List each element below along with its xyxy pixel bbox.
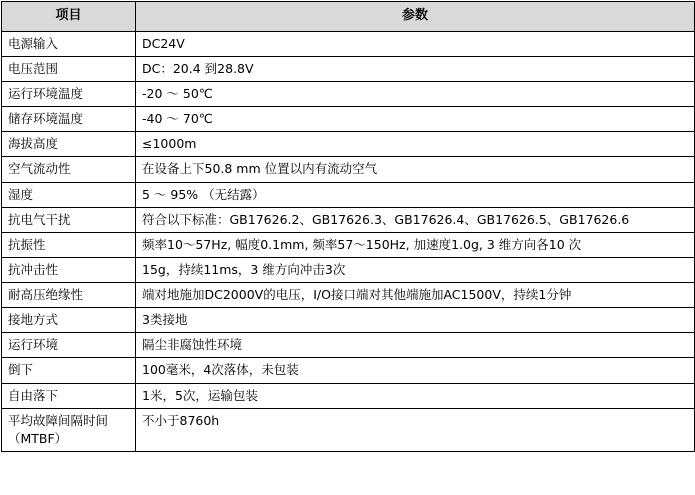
row-item-value: -20 ～ 50℃ <box>136 82 695 107</box>
row-item-value: 100毫米，4次落体，未包装 <box>136 358 695 383</box>
row-item-value: 端对地施加DC2000V的电压，I/O接口端对其他端施加AC1500V，持续1分钟 <box>136 283 695 308</box>
table-row <box>2 157 695 182</box>
table-row <box>2 308 695 333</box>
row-item-label: 海拔高度 <box>2 132 136 157</box>
row-item-value: 符合以下标准：GB17626.2、GB17626.3、GB17626.4、GB17626.5、GB17626.6 <box>136 207 695 232</box>
table-row <box>2 232 695 257</box>
column-header-item: 项目 <box>2 2 136 32</box>
row-item-label: 抗冲击性 <box>2 257 136 282</box>
row-item-label: 平均故障间隔时间（MTBF） <box>2 408 136 451</box>
table-row <box>2 383 695 408</box>
row-item-label: 自由落下 <box>2 383 136 408</box>
row-item-label: 空气流动性 <box>2 157 136 182</box>
row-item-value: 15g，持续11ms，3 维方向冲击3次 <box>136 257 695 282</box>
table-body <box>2 31 695 451</box>
table-row <box>2 283 695 308</box>
table-row <box>2 408 695 451</box>
table-row <box>2 182 695 207</box>
table-header <box>2 2 695 32</box>
table-row <box>2 132 695 157</box>
column-header-parameter: 参数 <box>136 2 695 32</box>
row-item-value: 1米，5次，运输包装 <box>136 383 695 408</box>
row-item-value: 5 ～ 95% （无结露） <box>136 182 695 207</box>
table-row <box>2 207 695 232</box>
row-item-value: 在设备上下50.8 mm 位置以内有流动空气 <box>136 157 695 182</box>
table-row <box>2 31 695 56</box>
row-item-label: 储存环境温度 <box>2 107 136 132</box>
table-row <box>2 82 695 107</box>
table-row <box>2 56 695 81</box>
row-item-label: 耐高压绝缘性 <box>2 283 136 308</box>
row-item-value: 3类接地 <box>136 308 695 333</box>
table-row <box>2 257 695 282</box>
row-item-value: -40 ～ 70℃ <box>136 107 695 132</box>
row-item-value: 不小于8760h <box>136 408 695 451</box>
row-item-value: 隔尘非腐蚀性环境 <box>136 333 695 358</box>
row-item-value: DC：20.4 到28.8V <box>136 56 695 81</box>
row-item-label: 电源输入 <box>2 31 136 56</box>
row-item-label: 电压范围 <box>2 56 136 81</box>
row-item-value: 频率10～57Hz, 幅度0.1mm, 频率57～150Hz, 加速度1.0g, 3 维方向各10 次 <box>136 232 695 257</box>
row-item-label: 运行环境温度 <box>2 82 136 107</box>
table-row <box>2 107 695 132</box>
table-header-row <box>2 2 695 32</box>
table-row <box>2 333 695 358</box>
row-item-label: 抗电气干扰 <box>2 207 136 232</box>
row-item-value: ≤1000m <box>136 132 695 157</box>
row-item-label: 抗振性 <box>2 232 136 257</box>
row-item-value: DC24V <box>136 31 695 56</box>
table-row <box>2 358 695 383</box>
row-item-label: 运行环境 <box>2 333 136 358</box>
row-item-label: 湿度 <box>2 182 136 207</box>
row-item-label: 倒下 <box>2 358 136 383</box>
row-item-label: 接地方式 <box>2 308 136 333</box>
specifications-table <box>1 1 695 452</box>
